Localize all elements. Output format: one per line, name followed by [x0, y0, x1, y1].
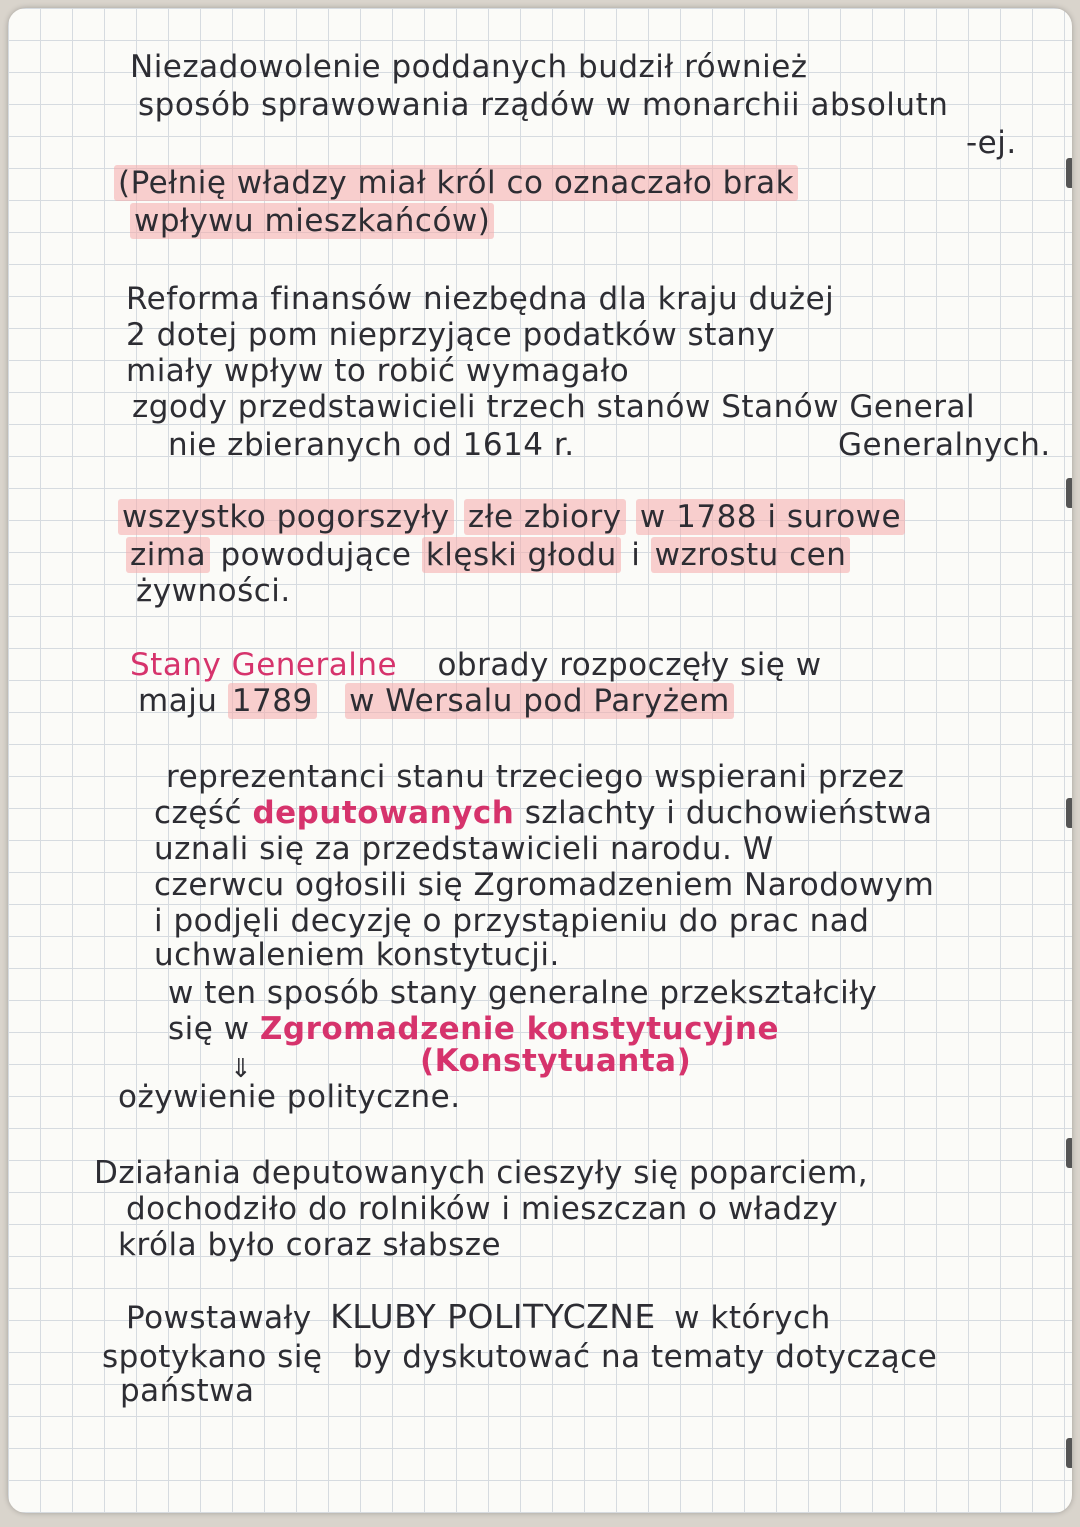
note-line: żywności.	[136, 573, 291, 609]
note-text: część	[154, 795, 243, 831]
accent-text: Stany Generalne	[130, 647, 398, 683]
note-text: by dyskutować na tematy dotyczące	[352, 1339, 938, 1375]
highlighted-text: klęski głodu	[422, 537, 621, 573]
note-line	[126, 538, 850, 572]
highlighted-text: wszystko pogorszyły	[118, 499, 454, 535]
note-text: spotykano się	[102, 1339, 323, 1375]
note-line: ożywienie polityczne.	[118, 1079, 461, 1115]
note-text: szlachty i duchowieństwa	[524, 795, 933, 831]
binding-ring	[1066, 478, 1072, 508]
note-line: -ej.	[966, 125, 1017, 161]
note-line: 2 dotej pom nieprzyjące podatków stany	[126, 317, 776, 353]
note-line	[102, 1340, 937, 1374]
note-line	[130, 648, 822, 682]
highlighted-text: w 1788 i surowe	[636, 499, 905, 535]
note-line: uznali się za przedstawicieli narodu. W	[154, 831, 774, 867]
note-line	[114, 166, 798, 200]
binding-ring	[1066, 1138, 1072, 1168]
note-line	[118, 500, 905, 534]
note-text: maju	[138, 683, 218, 719]
note-text: w których	[674, 1300, 831, 1336]
note-line: uchwaleniem konstytucji.	[154, 937, 560, 973]
note-text: KLUBY POLITYCZNE	[330, 1297, 656, 1336]
accent-text: (Konstytuanta)	[420, 1043, 692, 1079]
note-line	[154, 796, 933, 830]
highlighted-text: w Wersalu pod Paryżem	[345, 683, 734, 719]
highlighted-text: wpływu mieszkańców)	[130, 203, 494, 239]
note-text: się w	[168, 1011, 250, 1047]
accent-text: deputowanych	[252, 795, 515, 831]
note-line	[132, 390, 975, 424]
note-line	[130, 204, 494, 238]
note-line: Generalnych.	[838, 427, 1051, 463]
note-line	[420, 1044, 691, 1078]
note-line: czerwcu ogłosili się Zgromadzeniem Narodowym	[154, 867, 935, 903]
note-line	[168, 1012, 779, 1046]
accent-text: Zgromadzenie konstytucyjne	[259, 1011, 779, 1047]
note-text: powodujące	[220, 537, 412, 573]
note-text: zgody przedstawicieli trzech stanów	[132, 389, 711, 425]
note-line: państwa	[120, 1373, 255, 1409]
note-text: Stanów General	[721, 389, 976, 425]
down-arrow-icon: ⇓	[230, 1054, 252, 1084]
note-line: Reforma finansów niezbędna dla kraju dużej	[126, 281, 835, 317]
note-line: i podjęli decyzję o przystąpieniu do prac nad	[154, 903, 870, 939]
binding-ring	[1066, 158, 1072, 188]
note-line: w ten sposób stany generalne przekształciły	[168, 975, 878, 1011]
note-line	[138, 684, 734, 718]
note-line: króla było coraz słabsze	[118, 1227, 502, 1263]
note-line: dochodziło do rolników i mieszczan o władzy	[126, 1191, 839, 1227]
note-line: Działania deputowanych cieszyły się poparciem,	[94, 1155, 869, 1191]
highlighted-text: złe zbiory	[464, 499, 626, 535]
highlighted-text: wzrostu cen	[651, 537, 851, 573]
notebook-page	[8, 8, 1072, 1513]
note-line: Niezadowolenie poddanych budził również	[130, 49, 808, 85]
note-line	[126, 1297, 831, 1336]
highlighted-text: (Pełnię władzy miał król co oznaczało brak	[114, 165, 798, 201]
binding-ring	[1066, 1438, 1072, 1468]
highlighted-text: 1789	[228, 683, 317, 719]
note-line: sposób sprawowania rządów w monarchii absolutn	[138, 87, 949, 123]
note-line: miały wpływ to robić wymagało	[126, 353, 630, 389]
note-text: obrady rozpoczęły się w	[437, 647, 822, 683]
note-text: i	[631, 537, 641, 573]
note-line: nie zbieranych od 1614 r.	[168, 427, 575, 463]
note-text: Powstawały	[126, 1300, 312, 1336]
binding-ring	[1066, 798, 1072, 828]
note-line: reprezentanci stanu trzeciego wspierani przez	[166, 759, 905, 795]
highlighted-text: zima	[126, 537, 210, 573]
